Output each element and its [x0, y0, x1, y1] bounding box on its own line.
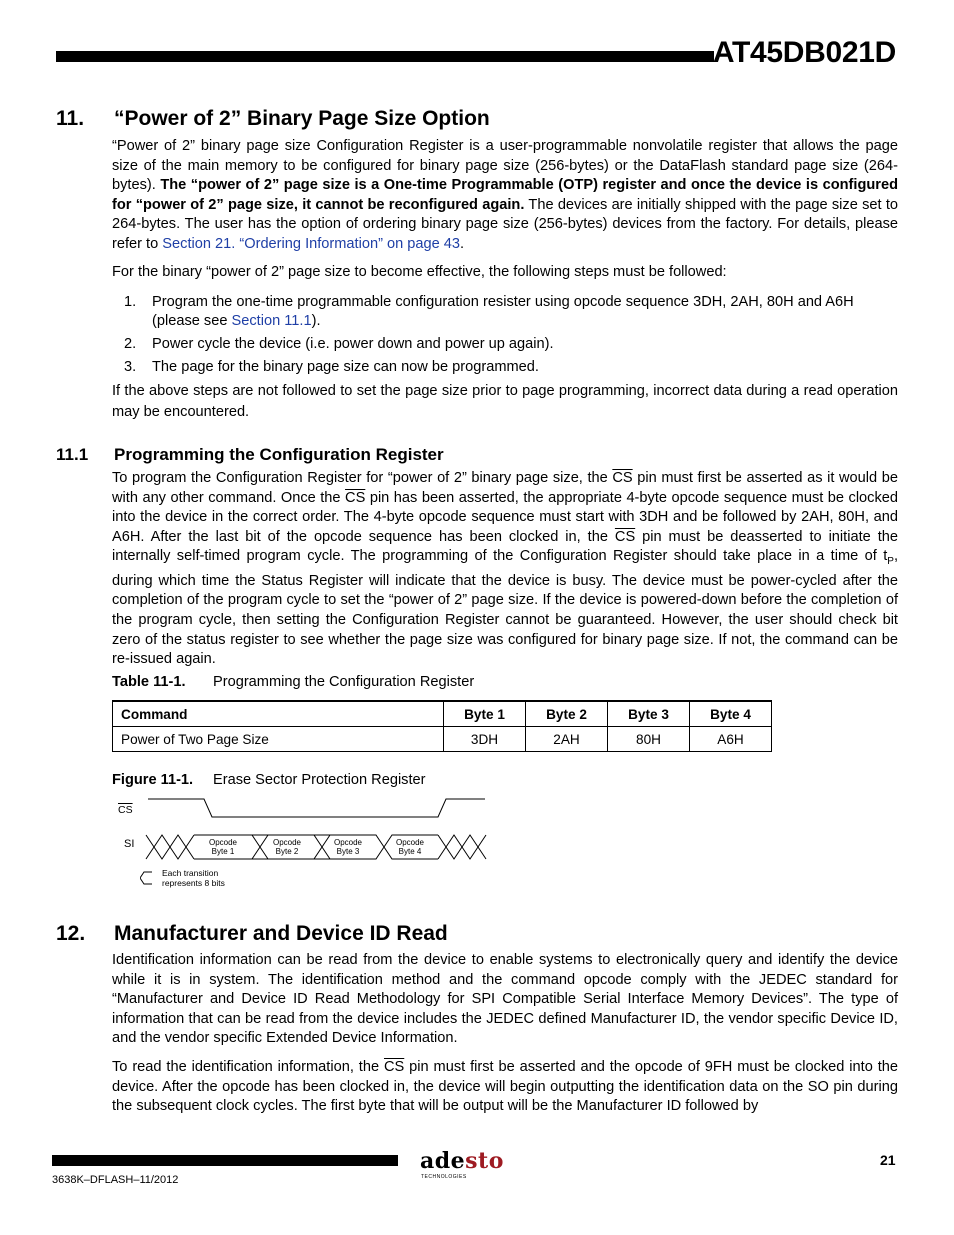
- list-number: 2.: [124, 336, 137, 352]
- column-header: Byte 3: [608, 701, 690, 727]
- caption-text: Erase Sector Protection Register: [213, 772, 426, 788]
- logo-part: ade: [420, 1148, 466, 1174]
- text-run: pin has been asserted, the appropriate 4-byte opcode sequence must be clocked into the device in the correct order. The 4-byte opcode sequence must start with 3DH and be followed by 2AH, 80H, and A6H. After the last bit of the opcode sequence has been clocked in, the: [112, 489, 899, 545]
- list-number: 1.: [124, 294, 137, 310]
- text-run: ).: [311, 313, 321, 329]
- logo-part: sto: [465, 1148, 504, 1174]
- cs-waveform: [148, 799, 485, 817]
- text-run: Program the one-time programmable configuration resister using opcode sequence 3DH, 2AH, 80H and A6H (please see: [152, 294, 854, 329]
- byte-label: Byte 3: [336, 847, 360, 856]
- header-rule: [56, 51, 714, 62]
- cs-signal-label: $\overline{CS}$: [118, 804, 133, 816]
- cs-signal-text: $\overline{CS}$: [383, 1059, 405, 1075]
- document-title: AT45DB021D: [712, 36, 896, 69]
- text-run: To program the Configuration Register for “power of 2” binary page size, the: [112, 470, 613, 486]
- section-11-1-heading: [56, 445, 444, 465]
- section-11-1-paragraph: [112, 469, 898, 670]
- legend-line: represents 8 bits: [162, 877, 225, 888]
- list-item: [124, 335, 898, 354]
- byte-label: Opcode: [333, 838, 363, 847]
- cs-signal-text: $\overline{CS}$: [612, 470, 633, 486]
- byte-label: Byte 1: [211, 847, 235, 856]
- section-title: Programming the Configuration Register: [114, 445, 444, 464]
- table-caption: [112, 674, 474, 690]
- section-11-1-link[interactable]: Section 11.1: [231, 313, 312, 329]
- byte-label: Opcode: [272, 838, 302, 847]
- table-cell: 80H: [608, 727, 690, 752]
- si-idle-pattern: [438, 835, 486, 859]
- table-header-row: [113, 701, 772, 727]
- ordering-info-link[interactable]: Section 21. “Ordering Information” on page 43: [162, 235, 461, 252]
- table-cell: 2AH: [526, 727, 608, 752]
- si-signal-label: SI: [124, 838, 135, 850]
- page-number: 21: [880, 1152, 896, 1168]
- cs-signal-text: $\overline{CS}$: [345, 489, 366, 506]
- section-11-paragraph-3: If the above steps are not followed to set the page size prior to page programming, incorrect data during a read operation may be encountered.: [112, 383, 898, 420]
- table-row: [113, 727, 772, 752]
- section-number: 12.: [56, 922, 86, 945]
- byte-label: Byte 2: [275, 847, 299, 856]
- section-number: 11.: [56, 107, 85, 130]
- text-run: pin must be deasserted to initiate the internally self-timed program cycle. The programming of the Configuration Register should take place in a time of t: [112, 528, 898, 565]
- section-11-paragraph-1: [112, 137, 898, 255]
- text-run: .: [460, 235, 465, 252]
- column-header: Byte 2: [526, 701, 608, 727]
- section-11-heading: [56, 107, 490, 131]
- list-item: [124, 358, 898, 377]
- caption-label: Table 11-1.: [112, 674, 186, 690]
- text-run: pin must first be asserted as it would be with any other command. Once the: [112, 470, 898, 506]
- figure-caption: [112, 772, 426, 788]
- byte-label: Opcode: [395, 838, 425, 847]
- byte-label: Opcode: [208, 838, 238, 847]
- table-cell: Power of Two Page Size: [113, 727, 444, 752]
- text-run: The page for the binary page size can now be programmed.: [152, 359, 539, 375]
- text-run: The devices are initially shipped with the page size set to 264-bytes. The user has the option of ordering binary page size (256-bytes) devices from the factory. For details, please refer to: [112, 196, 898, 252]
- text-run: pin must first be asserted and the opcode of 9FH must be clocked into the device. After the opcode has been clocked in, the device will begin outputting the identification data on the SO pin during the subsequent clock cycles. The first byte that will be output will be the Manufacturer ID followed by: [112, 1059, 899, 1115]
- section-12-heading: [56, 922, 448, 946]
- logo-subtitle: TECHNOLOGIES: [421, 1174, 467, 1180]
- cs-signal-text: $\overline{CS}$: [614, 528, 636, 545]
- byte-label: Byte 4: [398, 847, 422, 856]
- footer-rule: [52, 1155, 398, 1166]
- section-12-paragraph-2: [112, 1058, 898, 1117]
- column-header: Byte 1: [444, 701, 526, 727]
- document-code: 3638K–DFLASH–11/2012: [52, 1174, 179, 1186]
- transition-legend-icon: [140, 872, 152, 884]
- config-register-table: [112, 700, 772, 752]
- column-header: Byte 4: [690, 701, 772, 727]
- text-run: “Power of 2” binary page size Configuration Register is a user-programmable nonvolatile register that allows the page size of the main memory to be configured for binary page size (256-bytes) or the DataFlash standard page size (264-bytes).: [112, 138, 898, 194]
- subscript: P: [887, 556, 894, 568]
- legend-line: Each transition: [162, 868, 219, 878]
- text-run: Power cycle the device (i.e. power down and power up again).: [152, 336, 554, 352]
- section-number: 11.1: [56, 445, 89, 464]
- steps-list: [124, 293, 898, 381]
- section-title: “Power of 2” Binary Page Size Option: [114, 107, 490, 130]
- si-idle-pattern: [146, 835, 194, 859]
- section-title: Manufacturer and Device ID Read: [114, 922, 448, 945]
- list-number: 3.: [124, 359, 137, 375]
- table-cell: 3DH: [444, 727, 526, 752]
- list-item: [124, 293, 898, 331]
- logo-wordmark: [420, 1148, 504, 1174]
- transition-legend: [162, 869, 225, 888]
- company-logo: [420, 1148, 504, 1180]
- column-header: Command: [113, 701, 444, 727]
- table-cell: A6H: [690, 727, 772, 752]
- text-run: , during which time the Status Register will indicate that the device is busy. The device must be power-cycled after the completion of the program cycle to set the “power of 2” page size. If the device is powered-down before the completion of the program cycle, then setting the Configuration Register cannot be guaranteed. However, the user should check bit zero of the status register to see whether the page size was configured for binary page size. If not, the command can be re-issued again.: [112, 548, 898, 668]
- caption-label: Figure 11-1.: [112, 772, 194, 788]
- text-run: To read the identification information, the: [112, 1059, 384, 1075]
- section-11-paragraph-2: For the binary “power of 2” page size to become effective, the following steps must be followed:: [112, 264, 727, 280]
- bold-text-run: The “power of 2” page size is a One-time Programmable (OTP) register and once the device is configured for “power of 2” page size, it cannot be reconfigured again.: [112, 177, 898, 213]
- section-12-paragraph-1: Identification information can be read from the device to enable systems to electronically query and identify the device while it is in system. The identification method and the command opcode comply with the JEDEC standard for “Manufacturer and Device ID Read Methodology for SPI Compatible Serial Interface Memory Devices”. The type of information that can be read from the device includes the JEDEC defined Manufacturer ID, the vendor specific Device ID, and the vendor specific Extended Device Information.: [112, 952, 898, 1047]
- caption-text: Programming the Configuration Register: [213, 674, 475, 690]
